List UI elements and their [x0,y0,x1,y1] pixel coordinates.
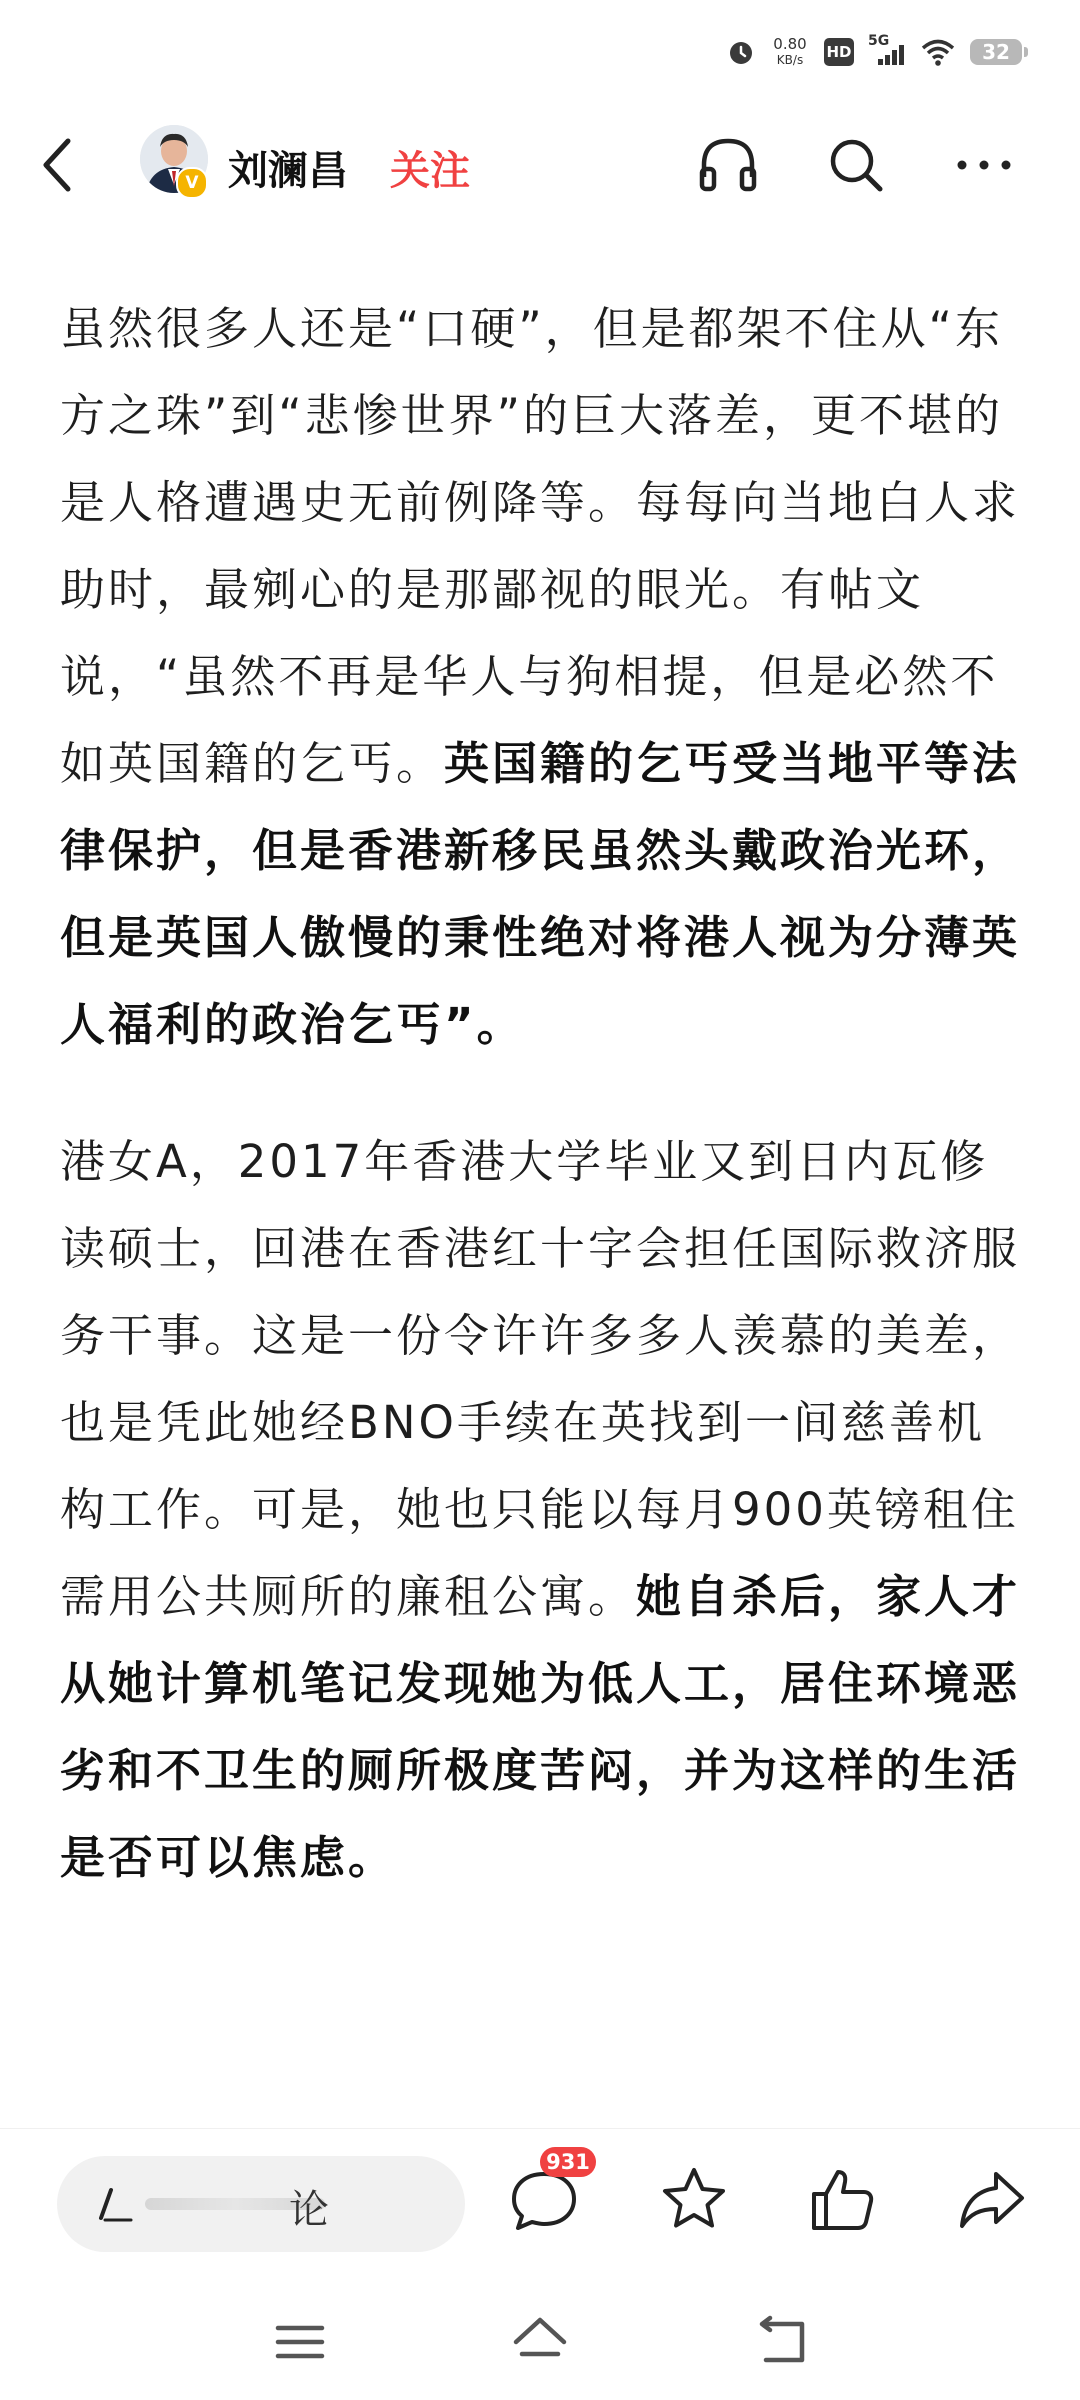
verified-badge: V [176,167,208,199]
star-icon[interactable] [656,2162,732,2238]
comment-input[interactable] [57,2156,465,2252]
wifi-icon [920,37,956,67]
author-name[interactable]: 刘澜昌 [228,148,348,194]
paragraph-1-text: 虽然很多人还是“口硬”，但是都架不住从“东方之珠”到“悲惨世界”的巨大落差，更不堪的是人格遭遇史无前例降等。每每向当地白人求助时，最剜心的是那鄙视的眼光。有帖文说，“虽然不再是华人与狗相提，但是必然不如英国籍的乞丐。 [60,302,1021,790]
hd-badge: HD [824,38,854,66]
back-icon[interactable] [34,133,82,197]
battery-icon: 32 [970,39,1022,65]
pen-icon [95,2184,135,2224]
more-icon[interactable] [950,131,1018,199]
signal-icon [868,37,906,67]
paragraph-2 [60,1118,1022,1901]
headphones-icon[interactable] [694,131,762,199]
comment-placeholder: 论 [289,2187,329,2233]
menu-icon[interactable] [268,2310,332,2374]
article-header [0,115,1080,215]
network-speed-value: 0.80 [773,35,807,53]
network-speed [770,36,810,68]
system-nav-bar [0,2290,1080,2400]
bottom-action-bar [0,2128,1080,2279]
status-icons [726,33,1022,68]
paragraph-2-text: 港女A，2017年香港大学毕业又到日内瓦修读硕士，回港在香港红十字会担任国际救济服务干事。这是一份令许许多多人羡慕的美差，也是凭此她经BNO手续在英找到一间慈善机构工作。可是，她也只能以每月900英镑租住需用公共厕所的廉租公寓。 [60,1135,1021,1623]
home-icon[interactable] [508,2310,572,2374]
paragraph-1 [60,285,1022,1068]
paragraph-1-bold-text: 英国籍的乞丐受当地平等法律保护，但是香港新移民虽然头戴政治光环，但是英国人傲慢的秉性绝对将港人视为分薄英人福利的政治乞丐”。 [60,737,1021,1051]
alarm-icon [726,37,756,67]
network-type: 5G [868,33,890,49]
paragraph-2-bold-text: 她自杀后，家人才从她计算机笔记发现她为低人工，居住环境恶劣和不卫生的厕所极度苦闷，并为这样的生活是否可以焦虑。 [60,1570,1021,1884]
network-speed-unit: KB/s [776,53,804,67]
signal-indicator [868,33,906,67]
article-body [60,285,1022,1951]
search-icon[interactable] [822,131,890,199]
like-icon[interactable] [804,2162,880,2238]
back-nav-icon[interactable] [750,2310,814,2374]
status-bar [0,0,1080,115]
follow-button[interactable]: 关注 [390,148,470,194]
comment-count-badge: 931 [540,2147,596,2177]
share-icon[interactable] [954,2162,1030,2238]
